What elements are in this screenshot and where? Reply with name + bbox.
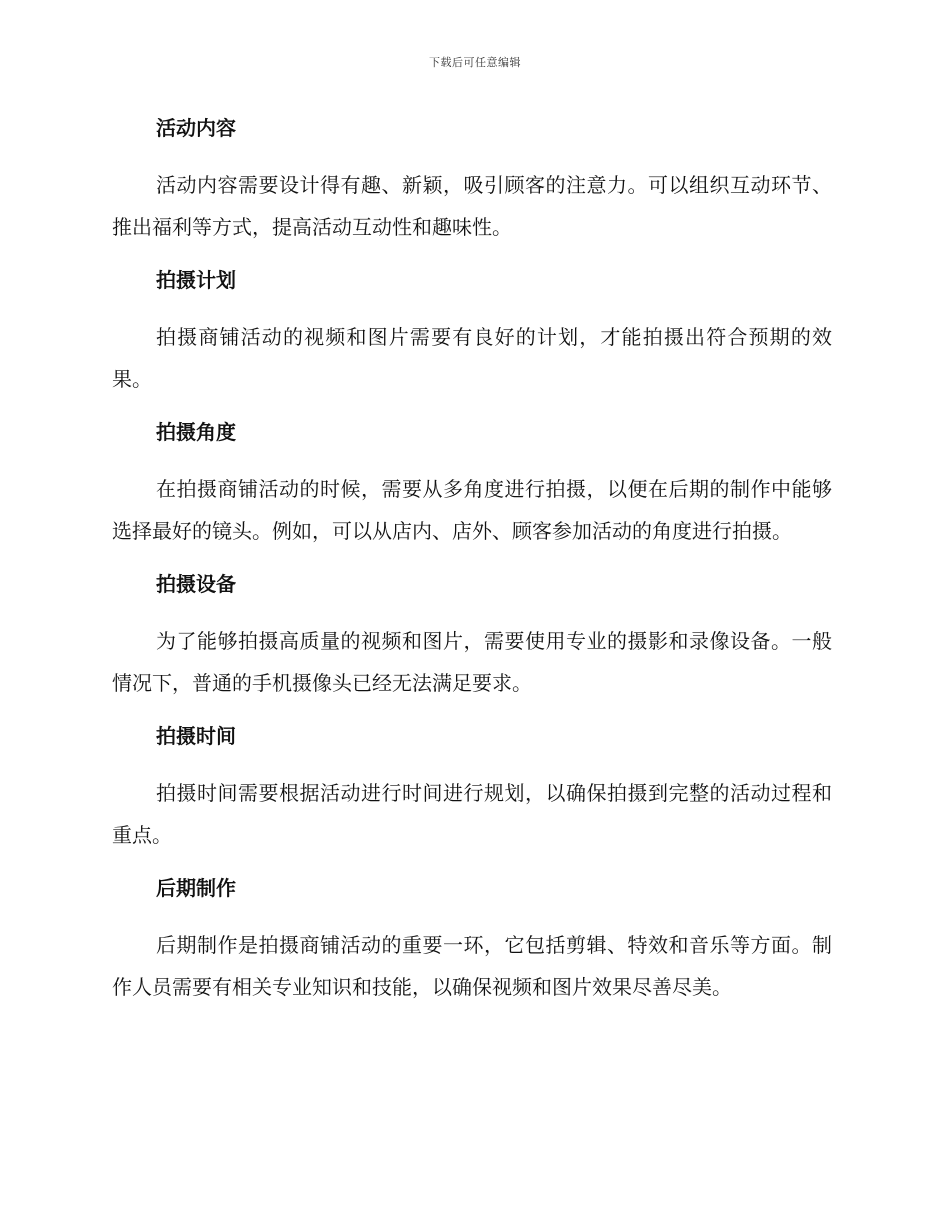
section-heading-shooting-time: 拍摄时间 [156, 724, 236, 748]
section-heading-post-production: 后期制作 [156, 876, 236, 900]
section-heading-activity-content: 活动内容 [156, 116, 236, 140]
document-content [112, 112, 832, 1024]
section-body-shooting-plan: 拍摄商铺活动的视频和图片需要有良好的计划，才能拍摄出符合预期的效果。 [112, 325, 832, 391]
header-note: 下载后可任意编辑 [429, 56, 521, 69]
section-heading-shooting-angle: 拍摄角度 [156, 420, 236, 444]
section-body-post-production: 后期制作是拍摄商铺活动的重要一环，它包括剪辑、特效和音乐等方面。制作人员需要有相关专业知识和技能，以确保视频和图片效果尽善尽美。 [112, 933, 832, 999]
section-heading-shooting-plan: 拍摄计划 [156, 268, 236, 292]
section-body-activity-content: 活动内容需要设计得有趣、新颖，吸引顾客的注意力。可以组织互动环节、推出福利等方式，提高活动互动性和趣味性。 [112, 173, 832, 239]
section-heading-shooting-equipment: 拍摄设备 [156, 572, 236, 596]
section-body-shooting-angle: 在拍摄商铺活动的时候，需要从多角度进行拍摄，以便在后期的制作中能够选择最好的镜头。例如，可以从店内、店外、顾客参加活动的角度进行拍摄。 [112, 477, 832, 543]
section-body-shooting-time: 拍摄时间需要根据活动进行时间进行规划，以确保拍摄到完整的活动过程和重点。 [112, 781, 832, 847]
section-body-shooting-equipment: 为了能够拍摄高质量的视频和图片，需要使用专业的摄影和录像设备。一般情况下，普通的手机摄像头已经无法满足要求。 [112, 629, 832, 695]
